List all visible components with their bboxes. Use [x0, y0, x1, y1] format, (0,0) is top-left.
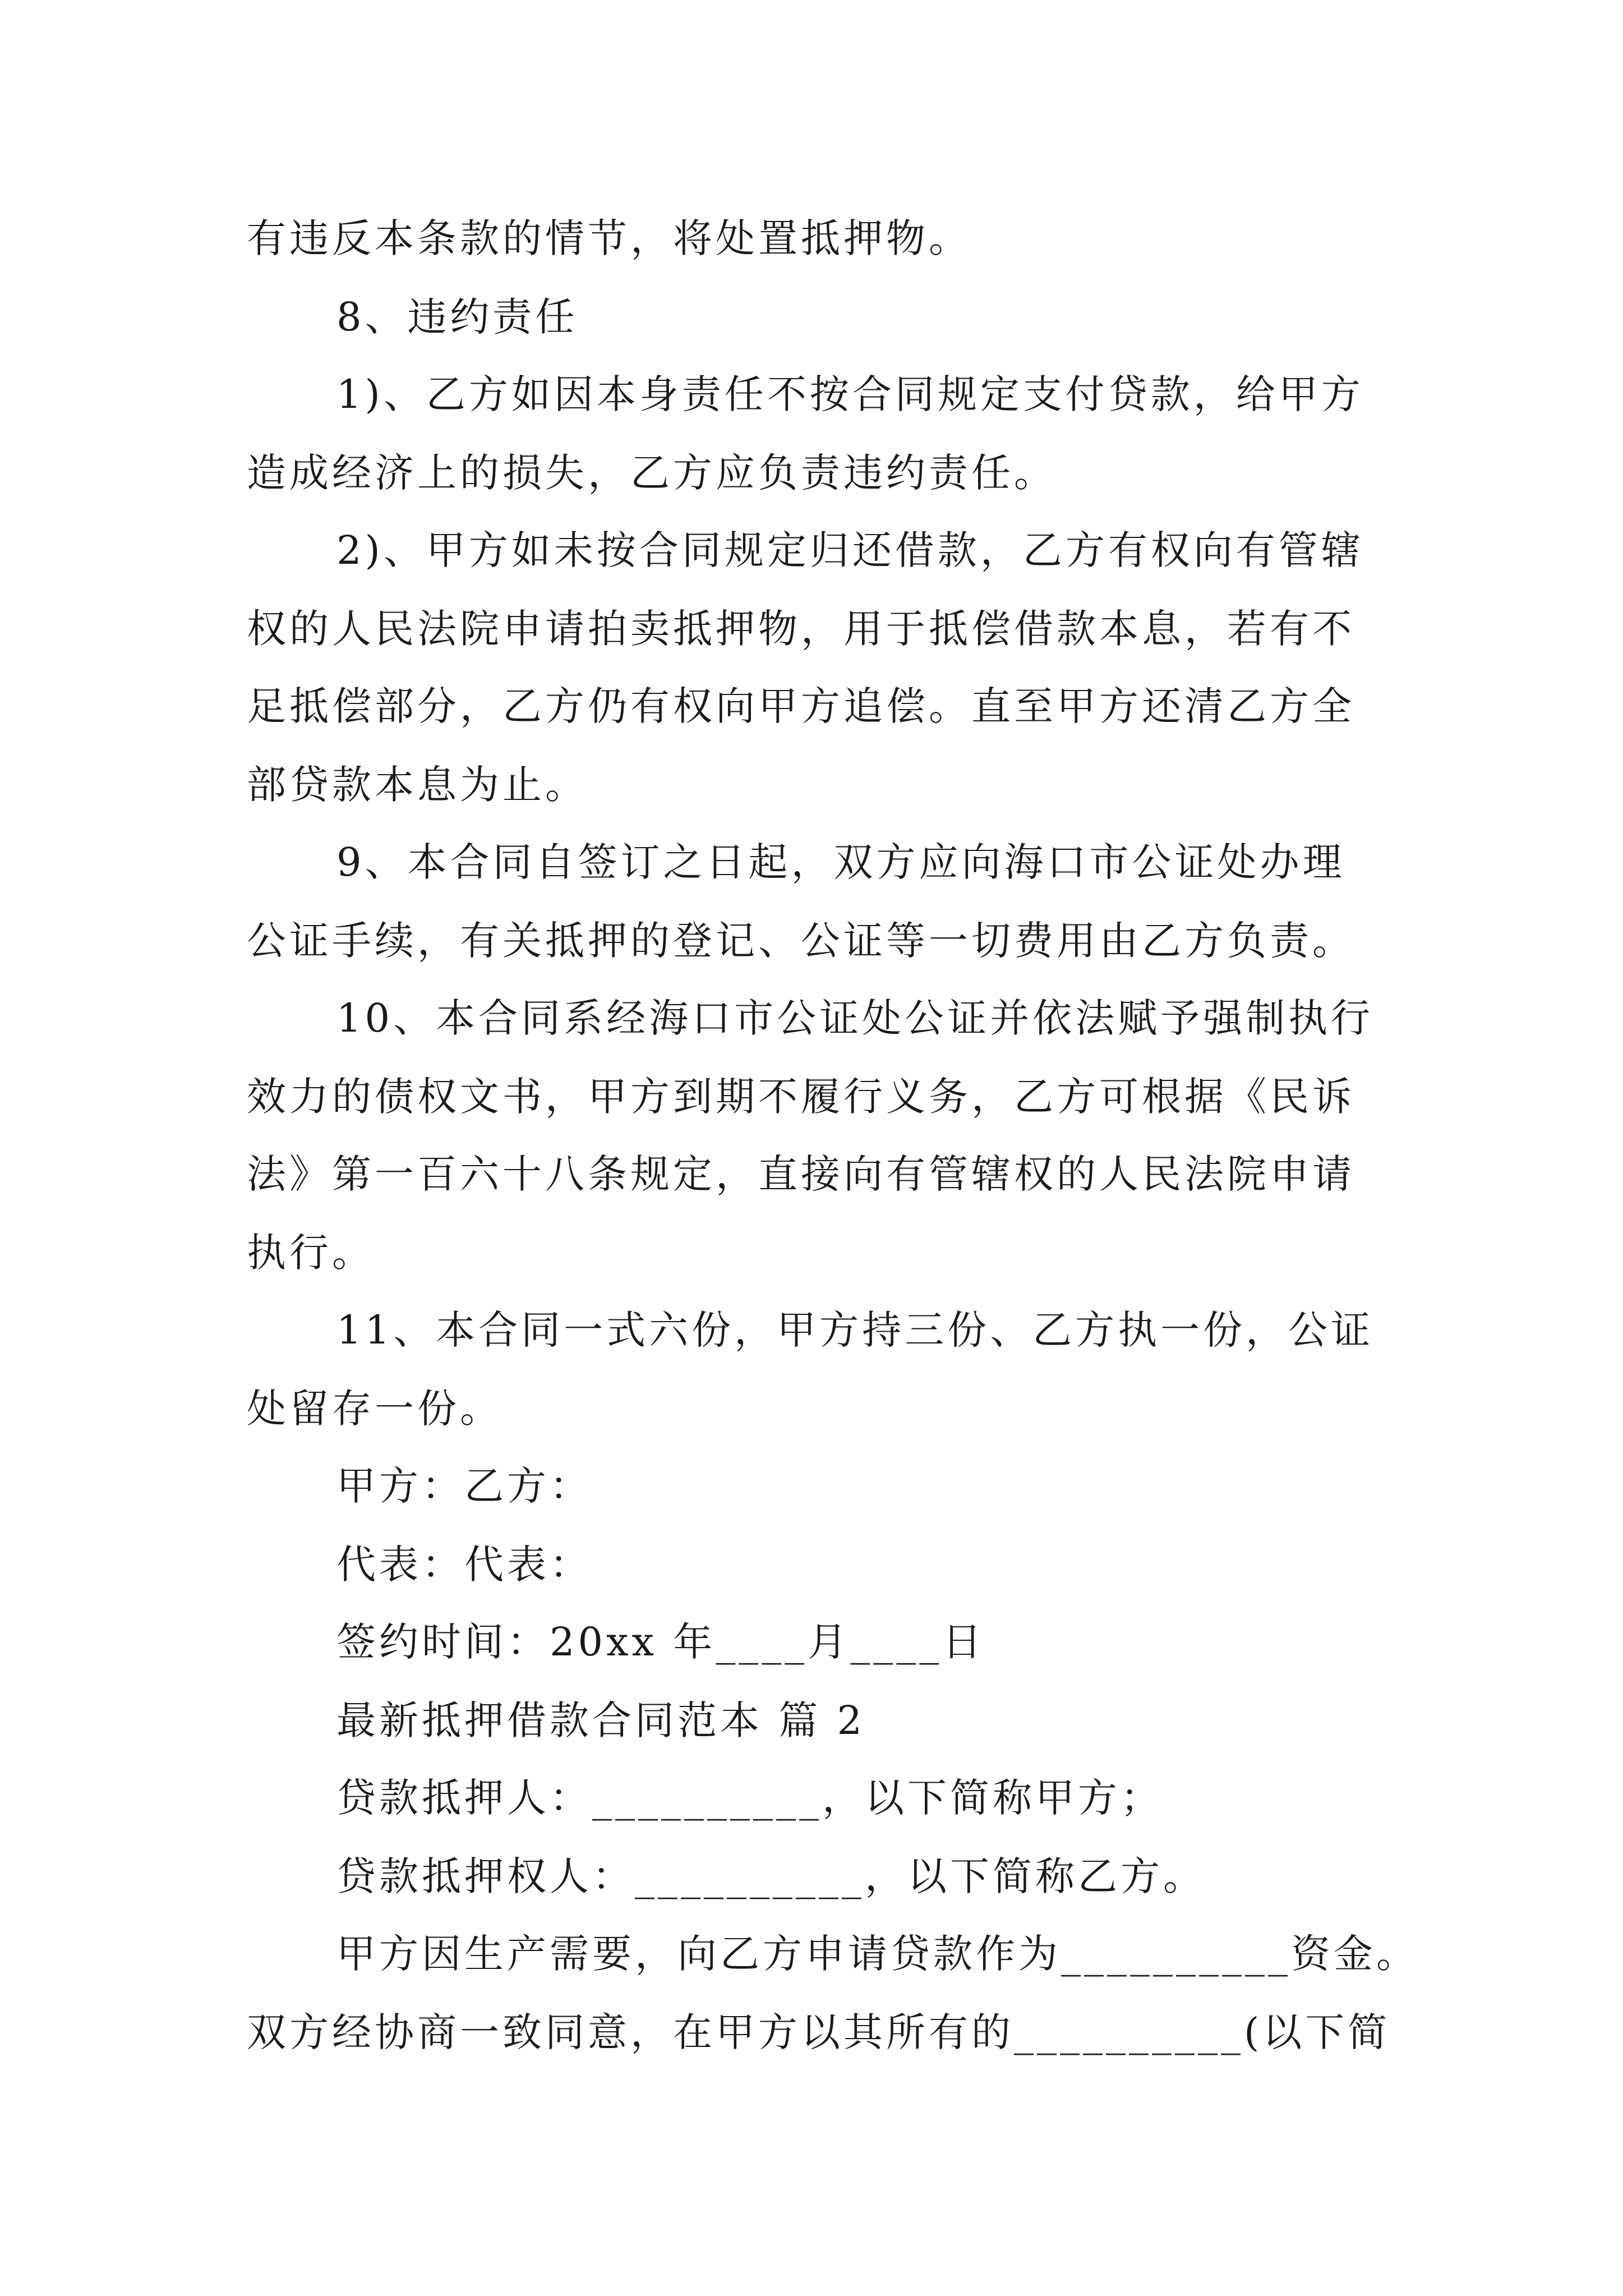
text-line: 有违反本条款的情节，将处置抵押物。 — [247, 215, 971, 261]
clause-heading: 8、违约责任 — [336, 294, 578, 340]
text-line: 2)、甲方如未按合同规定归还借款，乙方有权向有管辖 — [336, 527, 1364, 573]
text-line: 处留存一份。 — [247, 1386, 502, 1432]
text-line: 1)、乙方如因本身责任不按合同规定支付贷款，给甲方 — [336, 371, 1364, 417]
text-line: 权的人民法院申请拍卖抵押物，用于抵偿借款本息，若有不 — [247, 606, 1355, 652]
text-line: 效力的债权文书，甲方到期不履行义务，乙方可根据《民诉 — [247, 1074, 1355, 1120]
text-line: 双方经协商一致同意，在甲方以其所有的__________(以下简 — [247, 2009, 1391, 2055]
text-line: 造成经济上的损失，乙方应负责违约责任。 — [247, 450, 1057, 496]
text-line: 11、本合同一式六份，甲方持三份、乙方执一份，公证 — [336, 1307, 1374, 1353]
text-line: 足抵偿部分，乙方仍有权向甲方追偿。直至甲方还清乙方全 — [247, 683, 1355, 729]
representative-line: 代表：代表： — [336, 1542, 592, 1588]
text-line: 公证手续，有关抵押的登记、公证等一切费用由乙方负责。 — [247, 918, 1355, 964]
text-line: 法》第一百六十八条规定，直接向有管辖权的人民法院申请 — [247, 1151, 1355, 1197]
text-line: 甲方因生产需要，向乙方申请贷款作为__________资金。 — [336, 1931, 1419, 1977]
party-line: 甲方：乙方： — [336, 1463, 592, 1509]
text-line: 部贷款本息为止。 — [247, 762, 588, 808]
text-line: 9、本合同自签订之日起，双方应向海口市公证处办理 — [336, 839, 1345, 885]
mortgagor-line: 贷款抵押人：__________，以下简称甲方； — [336, 1775, 1163, 1821]
signing-date-line: 签约时间：20xx 年____月____日 — [336, 1619, 985, 1665]
text-line: 10、本合同系经海口市公证处公证并依法赋予强制执行 — [336, 995, 1374, 1041]
section-title: 最新抵押借款合同范本 篇 2 — [336, 1697, 866, 1743]
text-line: 执行。 — [247, 1230, 375, 1276]
mortgagee-line: 贷款抵押权人：__________，以下简称乙方。 — [336, 1853, 1206, 1899]
